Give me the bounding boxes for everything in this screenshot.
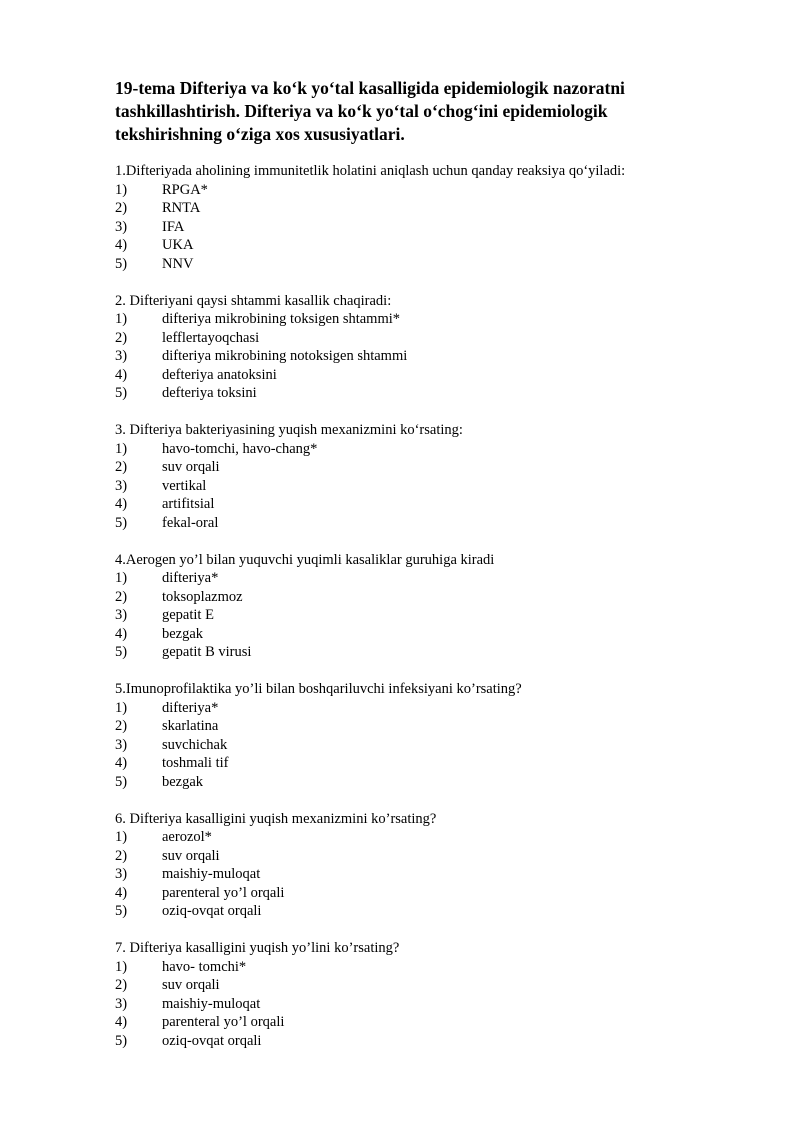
option-number: 5) bbox=[115, 644, 128, 660]
option-text: aerozol* bbox=[162, 829, 212, 845]
option-number: 3) bbox=[115, 736, 128, 753]
answer-option bbox=[115, 458, 735, 477]
option-number: 5) bbox=[115, 255, 128, 272]
option-number: 2) bbox=[115, 588, 128, 605]
question-list bbox=[115, 162, 735, 1069]
option-text: suv orqali bbox=[162, 847, 220, 864]
answer-option bbox=[115, 440, 735, 459]
question-block bbox=[115, 939, 735, 1050]
question-text: 4.Aerogen yo’l bilan yuquvchi yuqimli kasaliklar guruhiga kiradi bbox=[115, 551, 495, 568]
answer-option bbox=[115, 958, 735, 977]
answer-option bbox=[115, 625, 735, 644]
answer-option bbox=[115, 865, 735, 884]
answer-option bbox=[115, 514, 735, 533]
question-block bbox=[115, 680, 735, 791]
option-text: difteriya mikrobining toksigen shtammi* bbox=[162, 311, 401, 327]
option-number: 3) bbox=[115, 866, 128, 882]
answer-option bbox=[115, 569, 735, 588]
option-text: oziq-ovqat orqali bbox=[162, 903, 262, 919]
answer-option bbox=[115, 366, 735, 385]
option-number: 3) bbox=[115, 348, 128, 364]
option-number: 4) bbox=[115, 496, 128, 512]
answer-option bbox=[115, 717, 735, 736]
option-number: 4) bbox=[115, 1014, 128, 1030]
option-text: gepatit E bbox=[162, 607, 214, 623]
option-number: 2) bbox=[115, 977, 128, 993]
question-block bbox=[115, 810, 735, 921]
option-number: 1) bbox=[115, 829, 128, 845]
answer-option bbox=[115, 181, 735, 200]
option-number: 4) bbox=[115, 237, 128, 253]
option-number: 2) bbox=[115, 459, 128, 475]
answer-option bbox=[115, 218, 735, 237]
option-number: 2) bbox=[115, 200, 128, 216]
question-block bbox=[115, 162, 735, 273]
answer-option bbox=[115, 754, 735, 773]
option-text: oziq-ovqat orqali bbox=[162, 1032, 262, 1049]
option-text: vertikal bbox=[162, 477, 207, 494]
question-block bbox=[115, 551, 735, 662]
option-text: defteriya anatoksini bbox=[162, 366, 277, 383]
question-block bbox=[115, 421, 735, 532]
option-text: defteriya toksini bbox=[162, 385, 257, 401]
answer-option bbox=[115, 588, 735, 607]
option-number: 5) bbox=[115, 903, 128, 919]
answer-option bbox=[115, 902, 735, 921]
option-number: 5) bbox=[115, 773, 128, 790]
answer-option bbox=[115, 995, 735, 1014]
option-text: RNTA bbox=[162, 200, 201, 216]
option-text: IFA bbox=[162, 218, 185, 235]
answer-option bbox=[115, 643, 735, 662]
option-text: bezgak bbox=[162, 773, 204, 790]
option-text: skarlatina bbox=[162, 718, 219, 734]
question-text: 3. Difteriya bakteriyasining yuqish mexanizmini ko‘rsating: bbox=[115, 422, 463, 438]
option-text: gepatit B virusi bbox=[162, 644, 252, 660]
answer-option bbox=[115, 255, 735, 274]
answer-option bbox=[115, 199, 735, 218]
option-text: toksoplazmoz bbox=[162, 588, 243, 605]
option-text: RPGA* bbox=[162, 181, 208, 198]
option-number: 5) bbox=[115, 1032, 128, 1049]
answer-option bbox=[115, 773, 735, 792]
option-number: 4) bbox=[115, 884, 128, 901]
option-text: parenteral yo’l orqali bbox=[162, 884, 285, 901]
option-text: bezgak bbox=[162, 625, 204, 642]
answer-option bbox=[115, 477, 735, 496]
option-text: havo-tomchi, havo-chang* bbox=[162, 440, 318, 457]
option-number: 5) bbox=[115, 385, 128, 401]
option-number: 5) bbox=[115, 514, 128, 531]
option-text: havo- tomchi* bbox=[162, 958, 247, 975]
document-title: 19-tema Difteriya va ko‘k yo‘tal kasalligida epidemiologik nazoratni tashkillashtirish. Difteriya va ko‘k yo‘tal o‘chog‘ini epidemiologik tekshirishning o‘ziga xos xususiyatlari. bbox=[115, 78, 625, 144]
option-text: fekal-oral bbox=[162, 514, 219, 531]
answer-option bbox=[115, 1032, 735, 1051]
option-text: artifitsial bbox=[162, 496, 215, 512]
option-text: NNV bbox=[162, 255, 194, 272]
option-text: difteriya* bbox=[162, 699, 219, 716]
option-number: 4) bbox=[115, 755, 128, 771]
answer-option bbox=[115, 236, 735, 255]
option-text: maishiy-muloqat bbox=[162, 995, 261, 1012]
answer-option bbox=[115, 329, 735, 348]
option-number: 4) bbox=[115, 625, 128, 642]
option-number: 3) bbox=[115, 995, 128, 1012]
option-number: 2) bbox=[115, 847, 128, 864]
question-block bbox=[115, 292, 735, 403]
option-number: 3) bbox=[115, 218, 128, 235]
answer-option bbox=[115, 310, 735, 329]
option-text: suvchichak bbox=[162, 736, 228, 753]
option-text: suv orqali bbox=[162, 977, 220, 993]
answer-option bbox=[115, 384, 735, 403]
option-text: lefflertayoqchasi bbox=[162, 329, 260, 346]
answer-option bbox=[115, 884, 735, 903]
option-text: UKA bbox=[162, 237, 194, 253]
option-number: 1) bbox=[115, 699, 128, 716]
option-number: 3) bbox=[115, 477, 128, 494]
question-text: 7. Difteriya kasalligini yuqish yo’lini ko’rsating? bbox=[115, 940, 400, 956]
option-text: parenteral yo’l orqali bbox=[162, 1014, 285, 1030]
answer-option bbox=[115, 736, 735, 755]
question-text: 5.Imunoprofilaktika yo’li bilan boshqariluvchi infeksiyani ko’rsating? bbox=[115, 681, 522, 697]
answer-option bbox=[115, 828, 735, 847]
answer-option bbox=[115, 495, 735, 514]
option-number: 1) bbox=[115, 181, 128, 198]
option-number: 1) bbox=[115, 311, 128, 327]
option-number: 1) bbox=[115, 570, 128, 586]
question-text: 2. Difteriyani qaysi shtammi kasallik chaqiradi: bbox=[115, 292, 392, 309]
option-text: maishiy-muloqat bbox=[162, 866, 261, 882]
option-number: 2) bbox=[115, 718, 128, 734]
answer-option bbox=[115, 699, 735, 718]
answer-option bbox=[115, 976, 735, 995]
option-number: 1) bbox=[115, 958, 128, 975]
option-text: difteriya* bbox=[162, 570, 219, 586]
answer-option bbox=[115, 1013, 735, 1032]
option-text: difteriya mikrobining notoksigen shtammi bbox=[162, 348, 408, 364]
option-number: 3) bbox=[115, 607, 128, 623]
answer-option bbox=[115, 847, 735, 866]
option-number: 2) bbox=[115, 329, 128, 346]
option-number: 1) bbox=[115, 440, 128, 457]
option-number: 4) bbox=[115, 366, 128, 383]
answer-option bbox=[115, 347, 735, 366]
question-text: 6. Difteriya kasalligini yuqish mexanizmini ko’rsating? bbox=[115, 810, 437, 827]
option-text: toshmali tif bbox=[162, 755, 229, 771]
question-text: 1.Difteriyada aholining immunitetlik holatini aniqlash uchun qanday reaksiya qo‘yiladi: bbox=[115, 163, 626, 179]
option-text: suv orqali bbox=[162, 459, 220, 475]
answer-option bbox=[115, 606, 735, 625]
